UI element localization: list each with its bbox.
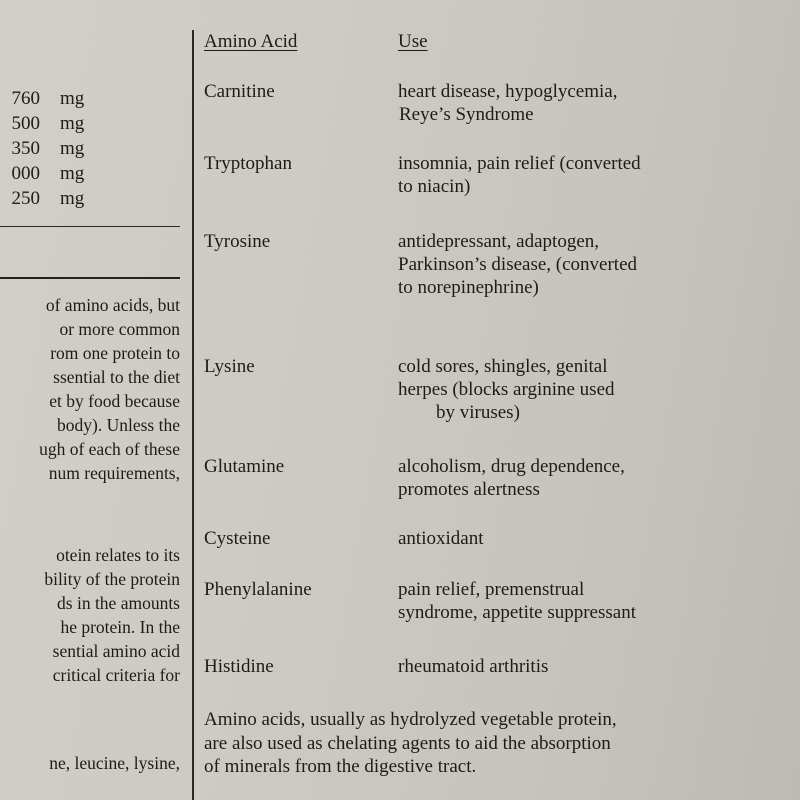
use-line: promotes alertness — [398, 479, 540, 500]
amino-acid-use — [398, 80, 748, 126]
paragraph-line: ne, leucine, lysine, — [49, 753, 180, 773]
paragraph-line: rom one protein to — [50, 343, 180, 363]
dosage-amount: 000 — [11, 163, 40, 184]
amino-acid-name: Cysteine — [204, 528, 271, 549]
paragraph-line: num requirements, — [48, 463, 180, 483]
paragraph-line: ds in the amounts — [57, 593, 180, 613]
amino-acid-table — [204, 0, 800, 800]
left-column — [0, 0, 190, 800]
dosage-amount: 250 — [11, 188, 40, 209]
use-line: to norepinephrine) — [398, 277, 539, 298]
section-rule — [0, 277, 180, 279]
paragraph-line: ugh of each of these — [39, 439, 180, 459]
use-line: heart disease, hypoglycemia, — [398, 81, 618, 102]
amino-acid-use — [398, 355, 748, 424]
use-line: rheumatoid arthritis — [398, 656, 549, 677]
amino-acid-name: Lysine — [204, 356, 255, 377]
paragraph-line: he protein. In the — [60, 617, 180, 637]
amino-acid-use — [398, 655, 748, 678]
note-line: are also used as chelating agents to aid the absorption — [204, 732, 611, 754]
note-line: of minerals from the digestive tract. — [204, 756, 477, 777]
paragraph-line: otein relates to its — [56, 545, 180, 565]
dosage-unit: mg — [60, 163, 85, 184]
amino-acid-use — [398, 578, 748, 624]
use-line: cold sores, shingles, genital — [398, 356, 608, 377]
dosage-unit: mg — [60, 113, 85, 134]
paragraph-line: or more common — [59, 319, 180, 339]
paragraph-line: body). Unless the — [57, 415, 180, 435]
amino-acid-name: Carnitine — [204, 81, 275, 102]
amino-acid-use — [398, 455, 748, 501]
use-line: to niacin) — [398, 176, 471, 197]
amino-acid-name: Tryptophan — [204, 153, 292, 174]
use-line: antidepressant, adaptogen, — [398, 231, 600, 252]
note-line: Amino acids, usually as hydrolyzed vegetable protein, — [204, 709, 617, 730]
amino-acid-name: Tyrosine — [204, 231, 271, 252]
header-use: Use — [398, 31, 428, 52]
divider-rule — [0, 226, 180, 227]
use-line: Reye’s Syndrome — [399, 104, 534, 125]
paragraph-line: et by food because — [49, 391, 180, 411]
chelating-note — [204, 708, 764, 779]
use-line: insomnia, pain relief (converted — [398, 153, 641, 174]
dosage-amount: 500 — [11, 113, 40, 134]
amino-acid-use — [398, 230, 748, 299]
dosage-unit: mg — [60, 138, 85, 159]
header-amino-acid: Amino Acid — [204, 31, 298, 52]
dosage-amount: 350 — [11, 138, 40, 159]
paragraph-line: ssential to the diet — [53, 367, 180, 387]
use-line: syndrome, appetite suppressant — [398, 602, 636, 623]
use-line: pain relief, premenstrual — [398, 579, 585, 600]
paragraph-line: of amino acids, but — [45, 295, 180, 315]
dosage-unit: mg — [60, 188, 85, 209]
amino-acid-use — [398, 527, 748, 550]
amino-acid-name: Histidine — [204, 656, 274, 677]
use-line: Parkinson’s disease, (converted — [398, 254, 638, 275]
use-line: alcoholism, drug dependence, — [398, 456, 625, 477]
paragraph-line: sential amino acid — [52, 641, 180, 661]
paragraph-line: critical criteria for — [52, 665, 180, 685]
use-line: herpes (blocks arginine used — [398, 379, 615, 400]
amino-acid-use — [398, 152, 748, 198]
amino-acid-name: Glutamine — [204, 456, 285, 477]
dosage-amount: 760 — [11, 88, 40, 109]
column-divider — [192, 30, 194, 800]
use-line: antioxidant — [398, 528, 484, 549]
dosage-unit: mg — [60, 88, 85, 109]
use-line: by viruses) — [436, 402, 520, 423]
paragraph-line: bility of the protein — [44, 569, 180, 589]
amino-acid-name: Phenylalanine — [204, 579, 312, 600]
